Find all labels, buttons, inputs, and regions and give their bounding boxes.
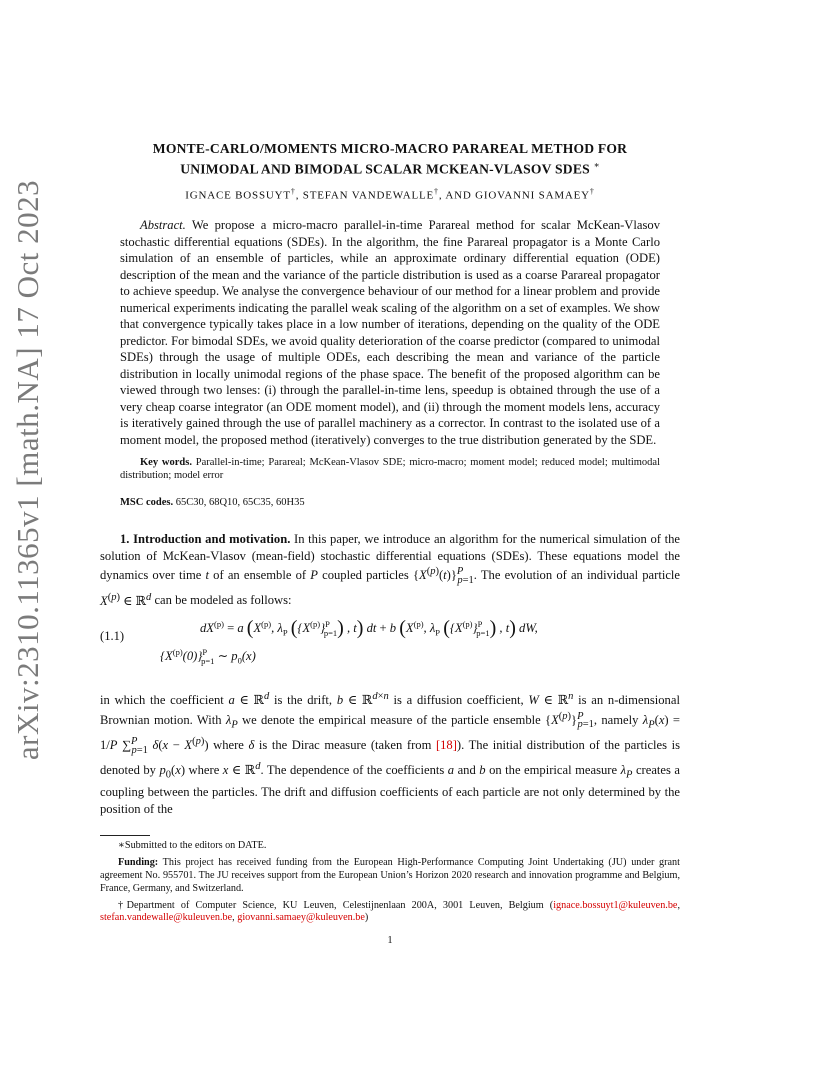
- equation-initial-condition: $\{X^{(p)}(0)\}^P_{p=1}$ ∼ $p_0(x)$: [160, 647, 256, 666]
- keywords-text: Parallel-in-time; Parareal; McKean-Vlasov SDE; micro-macro; moment model; reduced model; multimodal distribution; model error: [120, 457, 660, 482]
- math-particle-set: $\{X^{(p)}(t)\}^P_{p=1}$: [412, 566, 474, 586]
- math-P: P: [310, 568, 318, 583]
- arxiv-stamp-text: arXiv:2310.11365v1 [math.NA] 17 Oct 2023: [10, 179, 45, 761]
- introduction-paragraph: [100, 531, 680, 609]
- math-ensemble: $\{X^{(p)}\}^P_{p=1}$: [545, 710, 594, 731]
- affiliation-close: ): [364, 912, 369, 924]
- abstract-label: Abstract.: [140, 218, 186, 233]
- intro-text-a: In this paper, we introduce an algorithm for the numerical simulation of the solution of McKean-Vlasov (mean-field) stochastic differential equations (SDEs). These equations model the dynamics over time: [100, 532, 680, 583]
- p2-s10: where: [185, 763, 223, 778]
- equation-1-1: [100, 617, 680, 679]
- author-2-mark: †: [434, 186, 439, 196]
- keywords: [120, 456, 660, 482]
- msc-codes: [120, 497, 660, 508]
- title-line-2-text: UNIMODAL AND BIMODAL SCALAR MCKEAN-VLASOV SDES: [180, 161, 590, 177]
- author-1: IGNACE BOSSUYT: [185, 189, 291, 202]
- page-number: 1: [387, 935, 393, 947]
- author-separator-1: ,: [295, 189, 303, 202]
- p2-s5: we denote the empirical measure of the particle ensemble: [237, 712, 546, 727]
- abstract: [120, 217, 660, 448]
- p2-s8: is the Dirac measure (taken from: [254, 738, 436, 753]
- footnote-divider: [100, 835, 150, 836]
- author-list: [100, 187, 680, 202]
- math-t: t: [205, 568, 210, 583]
- math-particle-in-Rd: $X^{(p)}$ ∈ ℝ$^d$: [100, 591, 152, 608]
- author-3-mark: †: [589, 186, 595, 196]
- title-line-1: MONTE-CARLO/MOMENTS MICRO-MACRO PARAREAL METHOD FOR: [152, 141, 628, 156]
- math-delta: δ: [248, 738, 255, 753]
- p2-s2: is the drift,: [269, 693, 337, 708]
- intro-text-c: coupled particles: [317, 568, 413, 583]
- msc-text: 65C30, 68Q10, 65C35, 60H35: [173, 497, 305, 509]
- title-footnote-mark: ∗: [593, 160, 600, 170]
- body-paragraph-2: in which the coefficient a ∈ ℝ$^d$ is the drift, b ∈ ℝ$^{d\times n}$ is a diffusion coefficient, W ∈ ℝ$^n$ is an n-dimensional Brownian motion. With $\lambda_P$ we denote the empirical measure of the particle ensemble $\{X^{(p)}\}^P_{p=1}$, namely $\lambda_P(x) = 1/P$ ∑$^P_{p=1}$ $\delta(x - X^{(p)})$ where δ is the Dirac measure (taken from [18]). The initial distribution of the particles is denoted by $p_0(x)$ where x ∈ ℝ$^d$. The dependence of the coefficients a and b on the empirical measure $\lambda_P$ creates a coupling between the particles. The drift and diffusion coefficients of each particle are not only determined by the position of the: [100, 691, 680, 816]
- math-a-in-Rd: a: [228, 693, 235, 708]
- p2-s6: , namely: [593, 712, 643, 727]
- equation-number: (1.1): [100, 629, 125, 644]
- p2-s3: is a diffusion coefficient,: [388, 693, 529, 708]
- arxiv-identifier-stamp: [8, 179, 48, 761]
- math-a: a: [447, 763, 455, 778]
- p2-s1: in which the coefficient: [100, 693, 229, 708]
- email-link-samaey[interactable]: giovanni.samaey@kuleuven.be: [237, 912, 365, 924]
- footnote-affiliation: †Department of Computer Science, KU Leuven, Celestijnenlaan 200A, 3001 Leuven, Belgium (ignace.bossuyt1@kuleuven.be, stefan.vandewalle@kuleuven.be, giovanni.samaey@kuleuven.be): [100, 899, 680, 924]
- intro-text-d: . The evolution of an individual particle: [473, 568, 680, 583]
- p2-s7: where: [208, 738, 249, 753]
- author-2: STEFAN VANDEWALLE: [302, 189, 435, 202]
- keywords-label: Key words.: [140, 457, 192, 469]
- citation-link[interactable]: [18]: [435, 738, 457, 753]
- paper-page: [100, 140, 680, 946]
- email-link-bossuyt[interactable]: ignace.bossuyt1@kuleuven.be: [553, 899, 678, 911]
- title-line-2: [100, 157, 680, 178]
- email-link-vandewalle[interactable]: stefan.vandewalle@kuleuven.be: [100, 912, 233, 924]
- author-1-mark: †: [290, 186, 296, 196]
- p2-s11: . The dependence of the coefficients: [260, 763, 448, 778]
- msc-label: MSC codes.: [120, 497, 174, 509]
- author-separator-2: , AND: [438, 189, 476, 202]
- math-x-in-Rd: x: [222, 763, 229, 778]
- math-lambda-P: $\lambda_P$: [225, 712, 238, 731]
- math-W: W: [528, 693, 539, 708]
- math-p0: p: [159, 763, 166, 778]
- paper-title: [100, 140, 680, 178]
- funding-text: This project has received funding from the European High-Performance Computing Joint Undertaking (JU) under grant agreement No. 955701. The JU receives support from the European Union’s Horizon 2020 research and innovation programme and Belgium, France, Germany, and Switzerland.: [100, 857, 680, 894]
- footnote-submitted: ∗Submitted to the editors on DATE.: [118, 840, 267, 852]
- footnote-funding: [100, 857, 680, 895]
- p2-s4: is an n-dimensional Brownian motion. With: [100, 693, 680, 727]
- section-heading: 1. Introduction and motivation.: [120, 532, 291, 547]
- intro-text-e: can be modeled as follows:: [151, 593, 292, 608]
- math-b: b: [336, 693, 344, 708]
- equation-sde-line: $dX^{(p)} = a$ ($X^{(p)}$, $\lambda_P$ $(\{X^{(p)}\}^P_{p=1})$ , t) dt + b ($X^{(p)}$, $\lambda_P$ $(\{X^{(p)}\}^P_{p=1})$ , t) dW,: [200, 617, 538, 640]
- p2-s14: creates a coupling between the particles. The drift and diffusion coefficients of each particle are not only determined by the position of the: [100, 763, 680, 816]
- affiliation-text: †Department of Computer Science, KU Leuven, Celestijnenlaan 200A, 3001 Leuven, Belgium (: [118, 899, 554, 911]
- author-3: GIOVANNI SAMAEY: [475, 189, 590, 202]
- p2-s9: ). The initial distribution of the particles is denoted by: [100, 738, 680, 778]
- funding-label: Funding:: [118, 857, 159, 869]
- intro-text-b: of an ensemble of: [209, 568, 311, 583]
- math-lambda-P-2: $\lambda_P$: [620, 763, 633, 781]
- math-empirical-measure: $\lambda_P(x) = 1/P$ ∑$^P_{p=1}$ $\delta(x - X^{(p)})$: [100, 712, 680, 756]
- p2-s12: and: [454, 763, 480, 778]
- p2-s13: on the empirical measure: [485, 763, 621, 778]
- abstract-text: We propose a micro-macro parallel-in-time Parareal method for scalar McKean-Vlasov stochastic differential equations (SDEs). In the algorithm, the fine Parareal propagator is a Monte Carlo simulation of an ensemble of particles, while an approximate ordinary differential equation (ODE) description of the mean and the variance of the particle distribution is used as a coarse Parareal propagator to achieve speedup. We analyse the convergence behaviour of our method for a linear problem and provide numerical experiments indicating the parallel weak scaling of the algorithm on a set of examples. We show that convergence typically takes place in a low number of iterations, depending on the quality of the ODE predictor. For bimodal SDEs, we avoid quality deterioration of the coarse predictor (compared to unimodal SDEs) through the usage of multiple ODEs, each describing the mean and variance of the particle distribution in locally unimodal regions of the phase space. The benefit of the proposed algorithm can be viewed through two lenses: (i) through the parallel-in-time lens, speedup is obtained through the use of a very cheap coarse integrator (an ODE moment model), and (ii) through the moment models lens, accuracy is iteratively gained through the use of parallel machinery as a corrector. In contrast to the isolated use of a moment model, the proposed method (iteratively) converges to the true distribution generated by the SDE.: [120, 218, 660, 447]
- math-b-2: b: [479, 763, 486, 778]
